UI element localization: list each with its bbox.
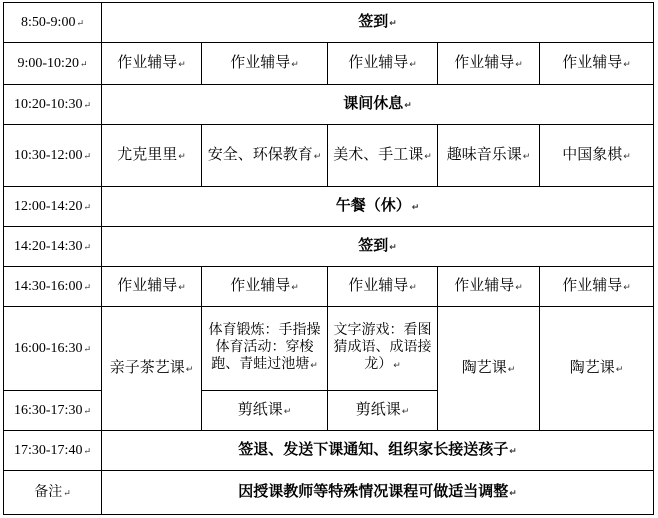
activity-cell: 美术、手工课↵ [328,125,438,187]
time-cell: 14:20-14:30↵ [4,227,102,267]
activity-cell: 作业辅导↵ [102,43,202,85]
time-cell: 17:30-17:40↵ [4,431,102,471]
table-row [4,227,654,267]
table-row [4,125,654,187]
time-cell: 10:20-10:30↵ [4,85,102,125]
activity-cell: 作业辅导↵ [438,267,540,307]
activity-cell: 趣味音乐课↵ [438,125,540,187]
activity-cell: 文字游戏：看图猜成语、成语接龙）↵ [328,307,438,391]
activity-span-cell: 签到↵ [102,3,654,43]
table-row [4,307,654,391]
activity-cell: 剪纸课↵ [202,391,328,431]
table-row [4,267,654,307]
activity-cell: 作业辅导↵ [328,43,438,85]
activity-cell: 亲子茶艺课↵ [102,307,202,431]
activity-cell: 作业辅导↵ [202,267,328,307]
activity-span-cell: 午餐（休）↵ [102,187,654,227]
activity-cell: 陶艺课↵ [540,307,654,431]
time-cell: 16:30-17:30↵ [4,391,102,431]
activity-cell: 作业辅导↵ [438,43,540,85]
activity-cell: 中国象棋↵ [540,125,654,187]
activity-cell: 体育锻炼：手指操 体育活动：穿梭跑、青蛙过池塘↵ [202,307,328,391]
remark-cell: 因授课教师等特殊情况课程可做适当调整↵ [102,471,654,515]
table-row [4,431,654,471]
activity-cell: 作业辅导↵ [540,43,654,85]
time-cell: 10:30-12:00↵ [4,125,102,187]
time-cell: 14:30-16:00↵ [4,267,102,307]
activity-cell: 尤克里里↵ [102,125,202,187]
activity-cell: 作业辅导↵ [328,267,438,307]
table-row [4,43,654,85]
activity-cell: 安全、环保教育↵ [202,125,328,187]
activity-cell: 作业辅导↵ [540,267,654,307]
time-cell: 8:50-9:00↵ [4,3,102,43]
activity-cell: 作业辅导↵ [102,267,202,307]
activity-cell: 剪纸课↵ [328,391,438,431]
activity-cell: 作业辅导↵ [202,43,328,85]
remark-label-cell: 备注↵ [4,471,102,515]
activity-span-cell: 签退、发送下课通知、组织家长接送孩子↵ [102,431,654,471]
table-row [4,3,654,43]
activity-span-cell: 课间休息↵ [102,85,654,125]
activity-cell: 陶艺课↵ [438,307,540,431]
schedule-table [3,2,654,515]
table-row [4,471,654,515]
table-row [4,187,654,227]
table-row [4,85,654,125]
time-cell: 16:00-16:30↵ [4,307,102,391]
activity-span-cell: 签到↵ [102,227,654,267]
time-cell: 12:00-14:20↵ [4,187,102,227]
time-cell: 9:00-10:20↵ [4,43,102,85]
